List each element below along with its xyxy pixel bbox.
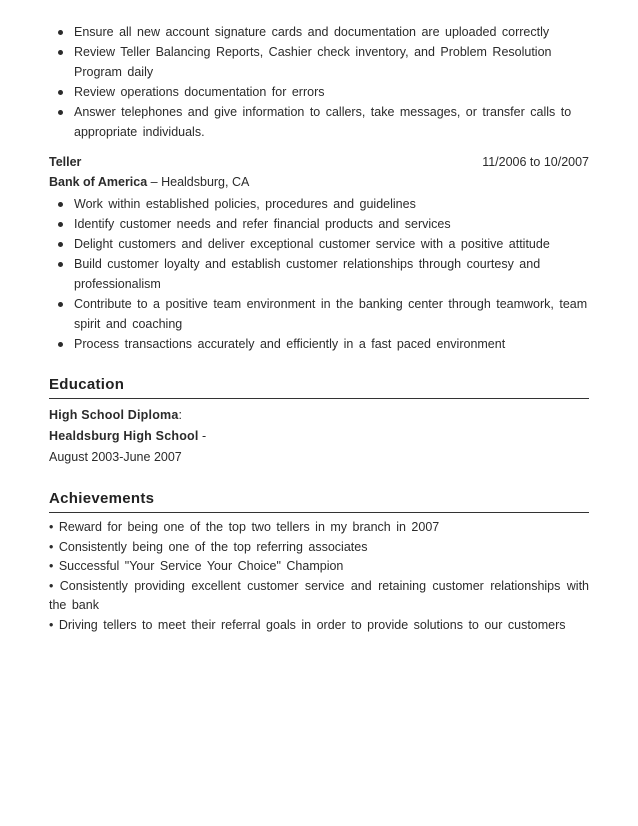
list-item [49,82,589,102]
bullet-icon [58,262,63,267]
employer-line [49,172,589,192]
school-name: Healdsburg High School [49,429,199,443]
duty-text: Ensure all new account signature cards and documentation are uploaded correctly [74,25,550,39]
resume-content [49,22,589,635]
degree-name: High School Diploma [49,408,179,422]
duty-text: Review operations documentation for errors [74,85,325,99]
duty-text: Review Teller Balancing Reports, Cashier check inventory, and Problem Resolution Program daily [74,45,552,79]
bullet-icon [58,90,63,95]
list-item [49,194,589,214]
list-item: • Consistently being one of the top referring associates [49,539,368,554]
duty-text: Delight customers and deliver exceptional customer service with a positive attitude [74,237,550,251]
list-item [49,254,589,294]
list-item [49,42,589,82]
school-suffix: - [198,429,207,443]
duty-text: Contribute to a positive team environment in the banking center through teamwork, team spirit and coaching [74,297,588,331]
bullet-icon [58,302,63,307]
degree-line [49,405,589,426]
list-item [49,214,589,234]
duty-text: Process transactions accurately and efficiently in a fast paced environment [74,337,506,351]
school-line [49,426,589,447]
duty-text: Answer telephones and give information to callers, take messages, or transfer calls to appropriate individuals. [74,105,572,139]
prior-job-duties-list [49,22,589,142]
bullet-icon [58,202,63,207]
employer-location: – Healdsburg, CA [147,175,250,189]
list-item: • Driving tellers to meet their referral goals in order to provide solutions to our customers [49,617,566,632]
duty-text: Identify customer needs and refer financial products and services [74,217,451,231]
achievements-heading: Achievements [49,490,589,513]
duty-text: Work within established policies, procedures and guidelines [74,197,416,211]
list-item [49,294,589,334]
job-dates: 11/2006 to 10/2007 [482,155,589,169]
bullet-icon [58,110,63,115]
list-item [49,22,589,42]
job-header [49,152,589,172]
list-item [49,102,589,142]
job-title: Teller [49,155,82,169]
teller-duties-list [49,194,589,354]
bullet-icon [58,242,63,247]
duty-text: Build customer loyalty and establish customer relationships through courtesy and professionalism [74,257,541,291]
bullet-icon [58,50,63,55]
list-item: • Consistently providing excellent customer service and retaining customer relationships with the bank [49,578,589,612]
achievements-list [49,518,589,635]
employer-name: Bank of America [49,175,148,189]
list-item [49,334,589,354]
bullet-icon [58,30,63,35]
bullet-icon [58,222,63,227]
list-item [49,234,589,254]
education-heading: Education [49,376,589,399]
bullet-icon [58,342,63,347]
degree-suffix: : [178,408,182,422]
list-item: • Reward for being one of the top two tellers in my branch in 2007 [49,520,440,534]
list-item: • Successful "Your Service Your Choice" Champion [49,559,344,573]
education-dates: August 2003-June 2007 [49,450,182,464]
